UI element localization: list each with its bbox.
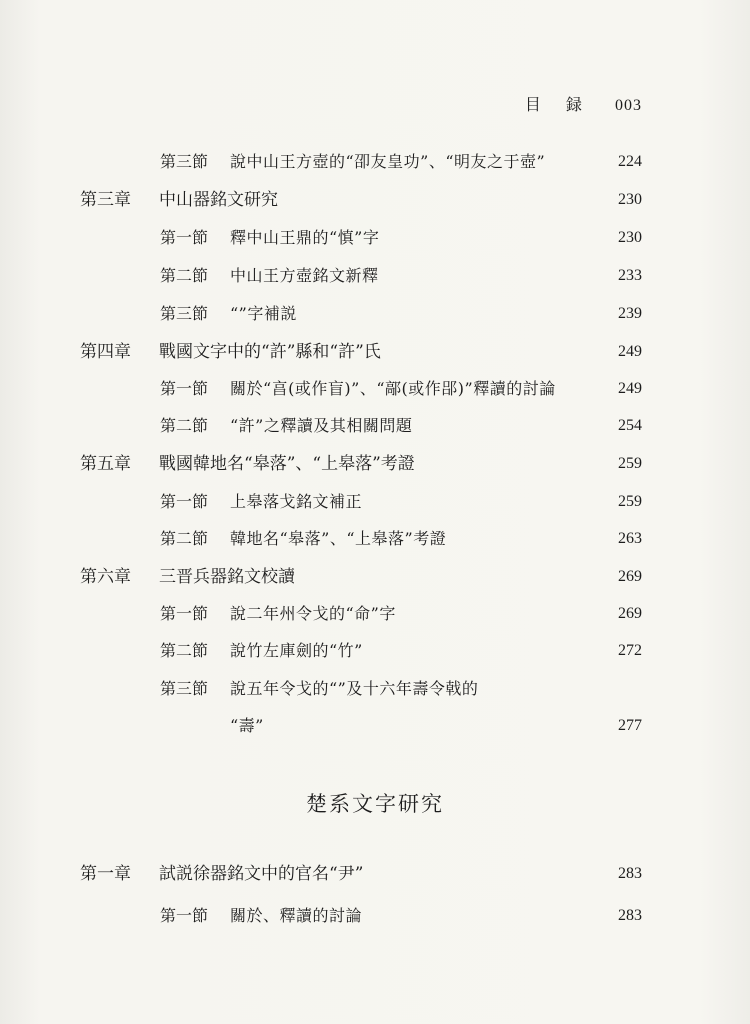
section-label: 第一節 [160,379,209,398]
section-label: 第一節 [160,604,209,623]
page-number: 269 [618,568,642,585]
section-title: 上皋落戈銘文補正 [230,492,363,511]
chapter-label: 第五章 [80,454,131,474]
toc-section-row[interactable] [0,223,750,253]
chapter-title: 試説徐器銘文中的官名“尹” [159,864,364,884]
toc-section-row[interactable] [0,901,750,931]
toc-section-row[interactable] [0,261,750,291]
page-number: 272 [618,642,642,659]
page-number: 283 [618,865,642,882]
toc-section-row[interactable] [0,674,750,704]
section-label: 第三節 [160,679,209,698]
section-title: “壽” [230,716,264,735]
section-title: “許”之釋讀及其相關問題 [230,416,413,435]
toc-section-row[interactable] [0,524,750,554]
toc-section-row[interactable] [0,599,750,629]
toc-section-row[interactable] [0,636,750,666]
page-number: 283 [618,907,642,924]
section-label: 第二節 [160,416,209,435]
section-label: 第一節 [160,492,209,511]
section-label: 第二節 [160,641,209,660]
chapter-label: 第四章 [80,342,131,362]
header-label: 目 録 [524,95,592,114]
page-number: 269 [618,605,642,622]
section-label: 第一節 [160,228,209,247]
page-number: 277 [618,717,642,734]
toc-section-row[interactable] [0,374,750,404]
section-title: 中山王方壺銘文新釋 [230,266,379,285]
section-label: 第三節 [160,304,209,323]
section-title: 釋中山王鼎的“慎”字 [230,228,380,247]
section-title: 關於、釋讀的討論 [230,906,363,925]
page-number: 254 [618,417,642,434]
toc-chapter-row[interactable] [0,185,750,215]
chapter-title: 中山器銘文研究 [159,190,278,210]
toc-section-row[interactable] [0,711,750,741]
page-number: 233 [618,267,642,284]
chapter-label: 第三章 [80,190,131,210]
running-header [525,92,642,115]
toc-chapter-row[interactable] [0,449,750,479]
header-page-number: 003 [615,97,642,114]
section-title: 關於“亯(或作盲)”、“鄗(或作郘)”釋讀的討論 [230,379,556,398]
page-number: 230 [618,191,642,208]
toc-chapter-row[interactable] [0,562,750,592]
page-number: 259 [618,493,642,510]
page-number: 224 [618,153,642,170]
toc-chapter-row[interactable] [0,337,750,367]
page-number: 249 [618,380,642,397]
section-label: 第一節 [160,906,209,925]
section-label: 第二節 [160,266,209,285]
chapter-title: 戰國韓地名“皋落”、“上皋落”考證 [159,454,415,474]
toc-section-row[interactable] [0,299,750,329]
section-title: 說中山王方壺的“卲友皇功”、“明友之于壺” [230,152,546,171]
section-title: “”字補説 [230,304,297,323]
page-number: 249 [618,343,642,360]
page-number: 263 [618,530,642,547]
toc-section-row[interactable] [0,487,750,517]
section-label: 第三節 [160,152,209,171]
part-heading: 楚系文字研究 [306,792,444,816]
chapter-title: 三晋兵器銘文校讀 [159,567,295,587]
section-title: 說五年令戈的“”及十六年壽令戟的 [230,679,479,698]
page-number: 230 [618,229,642,246]
toc-chapter-row[interactable] [0,859,750,889]
section-title: 韓地名“皋落”、“上皋落”考證 [230,529,447,548]
toc-section-row[interactable] [0,147,750,177]
toc-section-row[interactable] [0,411,750,441]
chapter-label: 第一章 [80,864,131,884]
section-title: 說竹左庫劍的“竹” [230,641,363,660]
chapter-label: 第六章 [80,567,131,587]
page-number: 259 [618,455,642,472]
chapter-title: 戰國文字中的“許”縣和“許”氏 [159,342,381,362]
page-number: 239 [618,305,642,322]
section-title: 說二年州令戈的“命”字 [230,604,396,623]
section-label: 第二節 [160,529,209,548]
